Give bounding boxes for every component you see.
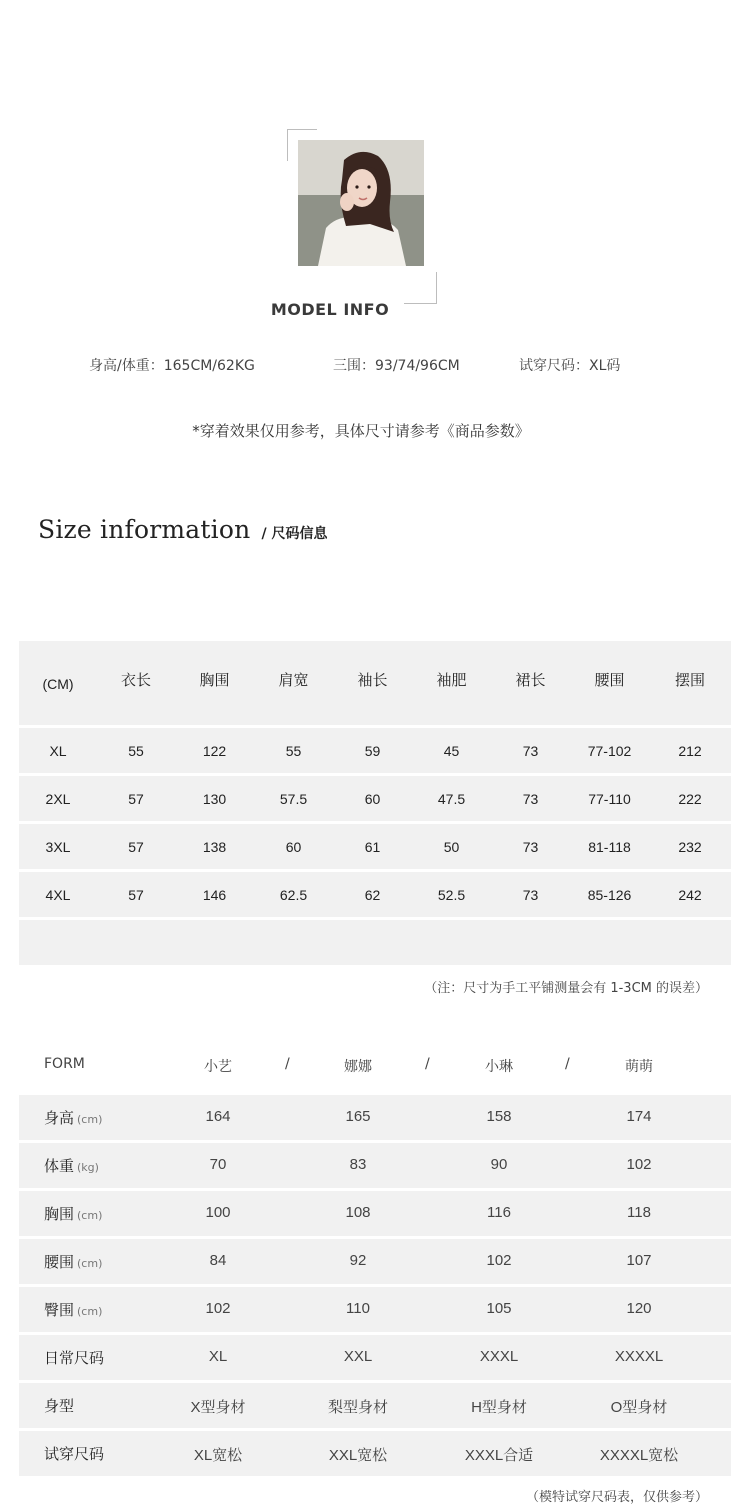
measurement-error-note: （注：尺寸为手工平铺测量会有 1-3CM 的误差） [424, 981, 708, 996]
size-cell: 60 [285, 838, 302, 855]
form-row-label [44, 1443, 107, 1464]
model-fitting-table [19, 1095, 731, 1479]
form-row-unit: (cm) [77, 1113, 103, 1126]
form-cell: 90 [490, 1156, 508, 1173]
model-try-size: 试穿尺码：XL码 [519, 358, 621, 374]
size-table-row [19, 872, 731, 917]
size-cell: 55 [128, 742, 144, 759]
size-header-cell: 袖长 [357, 671, 388, 689]
form-cell: 100 [205, 1204, 231, 1221]
form-cell: 107 [626, 1252, 652, 1269]
size-header-cell: 肩宽 [278, 671, 309, 689]
size-cell: 4XL [45, 886, 71, 903]
form-cell: 108 [345, 1204, 371, 1221]
model-photo [298, 140, 424, 266]
form-row-hip [19, 1287, 731, 1332]
form-row-height [19, 1095, 731, 1140]
form-cell: O型身材 [610, 1399, 668, 1416]
form-cell: 164 [205, 1108, 231, 1125]
form-separator: / [565, 1056, 570, 1072]
size-cell: 130 [202, 790, 227, 807]
form-cell: 105 [486, 1300, 512, 1317]
form-cell: 110 [346, 1300, 370, 1317]
model-measurements: 三围：93/74/96CM [333, 358, 460, 374]
form-separator: / [285, 1056, 290, 1072]
form-cell: 梨型身材 [327, 1399, 388, 1416]
size-cell: 52.5 [437, 886, 466, 903]
form-row-label [44, 1347, 107, 1368]
form-row-unit: (cm) [77, 1209, 103, 1222]
size-cell: 55 [285, 742, 302, 759]
form-cell: XXXL [479, 1348, 519, 1365]
form-row-try-size [19, 1431, 731, 1476]
form-header [19, 1050, 731, 1080]
form-cell: 102 [205, 1300, 231, 1317]
size-cell: 59 [364, 742, 381, 759]
form-cell: X型身材 [190, 1399, 246, 1416]
size-cell: 222 [678, 790, 702, 807]
size-table-row [19, 776, 731, 821]
size-header-cell: 裙长 [515, 671, 546, 689]
form-row-label [44, 1395, 77, 1416]
form-row-waist [19, 1239, 731, 1284]
form-cell: XXXXL [614, 1348, 664, 1365]
form-cell: 116 [487, 1204, 511, 1221]
size-header-cell: 腰围 [594, 671, 625, 689]
size-cell: 2XL [45, 790, 71, 807]
size-cell: 232 [678, 838, 702, 855]
size-cell: 146 [202, 886, 227, 903]
size-cell: 122 [202, 742, 227, 759]
size-table [19, 641, 731, 965]
size-cell: XL [49, 742, 67, 759]
size-header-cell: 胸围 [199, 671, 230, 689]
form-cell: 84 [209, 1252, 227, 1269]
form-row-unit: (cm) [77, 1257, 103, 1270]
size-header-cell: 摆围 [674, 671, 705, 689]
form-cell: 174 [626, 1108, 652, 1125]
form-cell: 158 [486, 1108, 512, 1125]
form-row-weight [19, 1143, 731, 1188]
form-row-label-text: 腰围 [44, 1253, 75, 1271]
size-cell: 50 [443, 838, 460, 855]
size-cell: 3XL [45, 838, 71, 855]
size-cell: 60 [364, 790, 381, 807]
form-cell: XL [208, 1348, 228, 1365]
form-row-label-text: 体重 [44, 1157, 75, 1175]
size-cell: 81-118 [588, 838, 631, 855]
size-cell: 212 [678, 742, 702, 759]
size-table-empty-row [19, 920, 731, 965]
form-label: FORM [44, 1056, 85, 1072]
form-cell: 102 [626, 1156, 652, 1173]
form-row-daily-size [19, 1335, 731, 1380]
form-row-unit: (kg) [77, 1161, 99, 1174]
size-cell: 73 [522, 790, 539, 807]
size-cell: 47.5 [437, 790, 466, 807]
form-row-label-text: 臀围 [44, 1301, 75, 1319]
form-cell: XXL [343, 1348, 373, 1365]
size-cell: 77-102 [587, 742, 632, 759]
size-cell: 85-126 [587, 886, 632, 903]
form-cell: XXXXL宽松 [599, 1447, 679, 1464]
model-info-title: MODEL INFO [270, 300, 390, 319]
size-header-cell: 袖肥 [436, 671, 467, 689]
form-cell: 83 [349, 1156, 367, 1173]
size-table-row [19, 728, 731, 773]
form-model-name: 娜娜 [344, 1059, 372, 1075]
form-model-name: 萌萌 [625, 1059, 653, 1075]
size-table-header [19, 641, 731, 725]
form-cell: XL宽松 [193, 1447, 243, 1464]
size-cell: 62.5 [279, 886, 308, 903]
form-row-label [44, 1251, 102, 1272]
form-row-label [44, 1155, 99, 1176]
size-header-cell: 衣长 [120, 671, 151, 689]
form-row-bust [19, 1191, 731, 1236]
form-row-label [44, 1107, 102, 1128]
form-row-label [44, 1203, 102, 1224]
form-cell: XXL宽松 [328, 1447, 388, 1464]
size-info-title-zh: / 尺码信息 [261, 526, 328, 542]
form-row-label-text: 试穿尺码 [44, 1445, 105, 1463]
form-cell: 102 [486, 1252, 512, 1269]
size-cell: 73 [522, 838, 539, 855]
form-row-label-text: 身型 [44, 1397, 75, 1415]
size-cell: 73 [522, 886, 539, 903]
form-cell: XXXL合适 [464, 1447, 534, 1464]
form-row-label [44, 1299, 102, 1320]
size-cell: 61 [364, 838, 381, 855]
size-cell: 138 [202, 838, 227, 855]
form-cell: H型身材 [471, 1399, 527, 1416]
reference-note: *穿着效果仅用参考，具体尺寸请参考《商品参数》 [192, 422, 530, 440]
size-table-row [19, 824, 731, 869]
size-cell: 57 [128, 838, 144, 855]
size-info-heading [38, 515, 328, 544]
size-cell: 242 [678, 886, 702, 903]
form-cell: 120 [626, 1300, 652, 1317]
form-cell: 165 [345, 1108, 371, 1125]
size-header-cell: (CM) [42, 676, 74, 692]
size-cell: 57 [128, 790, 144, 807]
form-cell: 118 [627, 1204, 651, 1221]
form-model-name: 小艺 [204, 1059, 232, 1075]
form-row-label-text: 日常尺码 [44, 1349, 105, 1367]
size-info-title-en: Size information [38, 515, 251, 544]
size-cell: 73 [522, 742, 539, 759]
fitting-reference-note: （模特试穿尺码表，仅供参考） [525, 1490, 708, 1504]
form-cell: 92 [349, 1252, 367, 1269]
form-cell: 70 [209, 1156, 227, 1173]
size-cell: 77-110 [588, 790, 631, 807]
form-row-unit: (cm) [77, 1305, 103, 1318]
form-separator: / [425, 1056, 430, 1072]
size-cell: 57 [128, 886, 144, 903]
model-height-weight: 身高/体重：165CM/62KG [89, 358, 255, 374]
form-row-label-text: 胸围 [44, 1205, 75, 1223]
form-row-label-text: 身高 [44, 1109, 75, 1127]
form-model-name: 小琳 [485, 1059, 513, 1075]
size-cell: 62 [364, 886, 381, 903]
form-row-body-type [19, 1383, 731, 1428]
size-cell: 45 [443, 742, 460, 759]
size-cell: 57.5 [279, 790, 308, 807]
